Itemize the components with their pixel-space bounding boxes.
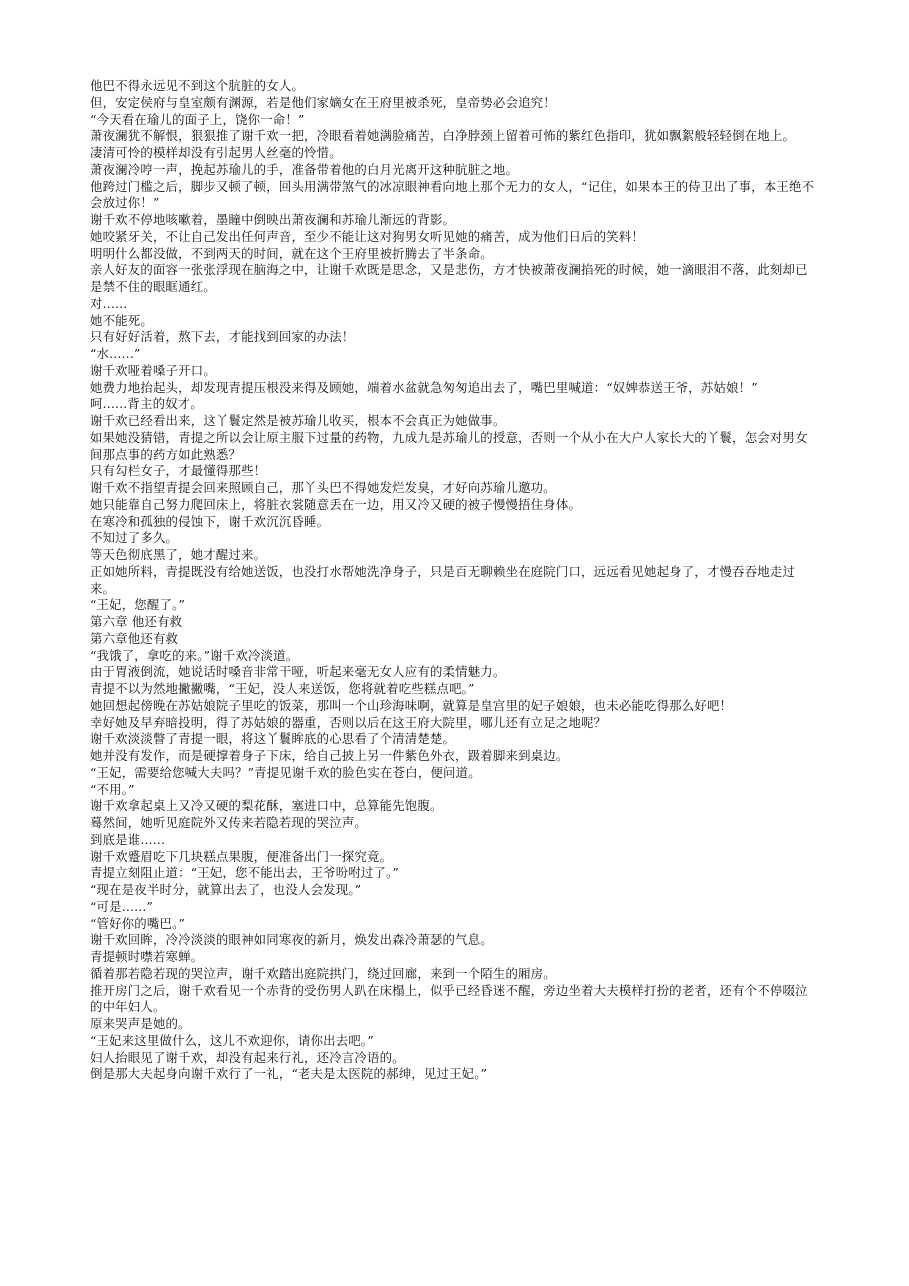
paragraph: 只有勾栏女子，才最懂得那些！	[90, 463, 267, 479]
paragraph: 她并没有发作，而是硬撑着身子下床，给自己披上另一件紫色外衣，趿着脚来到桌边。	[90, 748, 569, 763]
paragraph: 对......	[90, 295, 128, 311]
paragraph: “水......”	[90, 346, 141, 361]
paragraph: 由于胃液倒流，她说话时嗓音非常干哑，听起来毫无女人应有的柔情魅力。	[90, 664, 506, 680]
paragraph: 妇人抬眼见了谢千欢，却没有起来行礼，还冷言冷语的。	[90, 1049, 405, 1065]
paragraph: 第六章 他还有救	[90, 614, 183, 629]
paragraph: 萧夜澜犹不解恨，狠狠推了谢千欢一把，冷眼看着她满脸痛苦，白净脖颈上留着可怖的紫红色指印，犹如飘絮般轻轻倒在地上。	[90, 128, 796, 144]
paragraph: 明明什么都没做，不到两天的时间，就在这个王府里被折腾去了半条命。	[90, 245, 493, 261]
paragraph: 青提立刻阻止道：“王妃，您不能出去，王爷吩咐过了。”	[90, 865, 400, 881]
paragraph: “管好你的嘴巴。”	[90, 915, 186, 931]
paragraph: 谢千欢已经看出来，这丫鬟定然是被苏瑜儿收买，根本不会真正为她做事。	[90, 413, 506, 428]
paragraph: 蓦然间，她听见庭院外又传来若隐若现的哭泣声。	[90, 815, 367, 830]
paragraph: 亲人好友的面容一张张浮现在脑海之中，让谢千欢既是思念，又是悲伤，方才快被萧夜澜掐死的时候，她一滴眼泪不落，此刻却已是禁不住的眼眶通红。	[90, 262, 808, 294]
document-body	[90, 78, 818, 1083]
paragraph: 他跨过门槛之后，脚步又顿了顿，回头用满带煞气的冰凉眼神看向地上那个无力的女人，“记住，如果本王的侍卫出了事，本王绝不会放过你！”	[90, 178, 815, 211]
paragraph: 倒是那大夫起身向谢千欢行了一礼，“老夫是太医院的郝绅，见过王妃。”	[90, 1066, 488, 1082]
paragraph: 谢千欢不指望青提会回来照顾自己，那丫头巴不得她发烂发臭，才好向苏瑜儿邀功。	[90, 480, 556, 495]
paragraph: 她不能死。	[90, 312, 153, 328]
paragraph: 推开房门之后，谢千欢看见一个赤背的受伤男人趴在床榻上，似乎已经昏迷不醒，旁边坐着大夫模样打扮的老者，还有个不停啜泣的中年妇人。	[90, 982, 808, 1015]
paragraph: 她只能靠自己努力爬回床上，将脏衣裳随意丢在一边，用又冷又硬的被子慢慢捂住身体。	[90, 496, 582, 512]
paragraph: 在寒冷和孤独的侵蚀下，谢千欢沉沉昏睡。	[90, 513, 330, 529]
paragraph: “我饿了，拿吃的来。”谢千欢冷淡道。	[90, 647, 299, 663]
paragraph: 青提不以为然地撇撇嘴，“王妃，没人来送饭，您将就着吃些糕点吧。”	[90, 681, 475, 696]
paragraph: 她费力地抬起头，却发现青提压根没来得及顾她，端着水盆就急匆匆追出去了，嘴巴里喊道：“奴婢恭送王爷，苏姑娘！”	[90, 379, 758, 395]
paragraph: 他巴不得永远见不到这个肮脏的女人。	[90, 78, 305, 93]
paragraph: 幸好她及早弃暗投明，得了苏姑娘的器重，否则以后在这王府大院里，哪儿还有立足之地呢？	[90, 714, 607, 730]
paragraph: 青提顿时噤若寒蝉。	[90, 949, 204, 964]
paragraph: 萧夜澜冷哼一声，挽起苏瑜儿的手，准备带着他的白月光离开这种肮脏之地。	[90, 161, 519, 177]
paragraph: “王妃，需要给您喊大夫吗？”青提见谢千欢的脸色实在苍白，便问道。	[90, 764, 481, 780]
paragraph: “现在是夜半时分，就算出去了，也没人会发现。”	[90, 882, 362, 897]
paragraph: 只有好好活着，熬下去，才能找到回家的办法！	[90, 329, 355, 345]
paragraph: “王妃，您醒了。”	[90, 597, 186, 613]
paragraph: 谢千欢拿起桌上又冷又硬的梨花酥，塞进口中，总算能先饱腹。	[90, 798, 443, 814]
paragraph: “今天看在瑜儿的面子上，饶你一命！”	[90, 111, 305, 127]
paragraph: 谢千欢蹙眉吃下几块糕点果腹，便准备出门一探究竟。	[90, 848, 393, 864]
paragraph: 循着那若隐若现的哭泣声，谢千欢踏出庭院拱门，绕过回廊，来到一个陌生的厢房。	[90, 965, 556, 981]
paragraph: “不用。”	[90, 781, 135, 797]
paragraph: “可是......”	[90, 898, 154, 914]
paragraph: 呵......背主的奴才。	[90, 396, 203, 412]
paragraph: 凄清可怜的模样却没有引起男人丝毫的怜惜。	[90, 145, 342, 160]
paragraph: 谢千欢哑着嗓子开口。	[90, 362, 216, 378]
paragraph: 正如她所料，青提既没有给她送饭，也没打水帮她洗净身子，只是百无聊赖坐在庭院门口，远远看见她起身了，才慢吞吞地走过来。	[90, 563, 796, 596]
paragraph: 第六章他还有救	[90, 630, 179, 646]
paragraph: 她回想起傍晚在苏姑娘院子里吃的饭菜，那叫一个山珍海味啊，就算是皇宫里的妃子娘娘，也未必能吃得那么好吧！	[90, 697, 733, 713]
paragraph: 如果她没猜错，青提之所以会让原主服下过量的药物，九成九是苏瑜儿的授意，否则一个从小在大户人家长大的丫鬟，怎会对男女间那点事的药方如此熟悉？	[90, 429, 808, 462]
paragraph: 谢千欢回眸，冷冷淡淡的眼神如同寒夜的新月，焕发出森冷萧瑟的气息。	[90, 932, 493, 948]
paragraph: 等天色彻底黑了，她才醒过来。	[90, 547, 267, 562]
paragraph: 到底是谁......	[90, 831, 166, 847]
paragraph: 谢千欢淡淡瞥了青提一眼，将这丫鬟眸底的心思看了个清清楚楚。	[90, 731, 456, 747]
paragraph: 但，安定侯府与皇室颇有渊源，若是他们家嫡女在王府里被杀死，皇帝势必会追究！	[90, 94, 556, 110]
paragraph: 谢千欢不停地咳嗽着，墨瞳中倒映出萧夜澜和苏瑜儿渐远的背影。	[90, 212, 456, 227]
paragraph: “王妃来这里做什么，这儿不欢迎你，请你出去吧。”	[90, 1032, 374, 1048]
paragraph: 不知过了多久。	[90, 530, 179, 546]
paragraph: 原来哭声是她的。	[90, 1016, 191, 1031]
paragraph: 她咬紧牙关，不让自己发出任何声音，至少不能让这对狗男女听见她的痛苦，成为他们日后的笑料！	[90, 228, 644, 244]
